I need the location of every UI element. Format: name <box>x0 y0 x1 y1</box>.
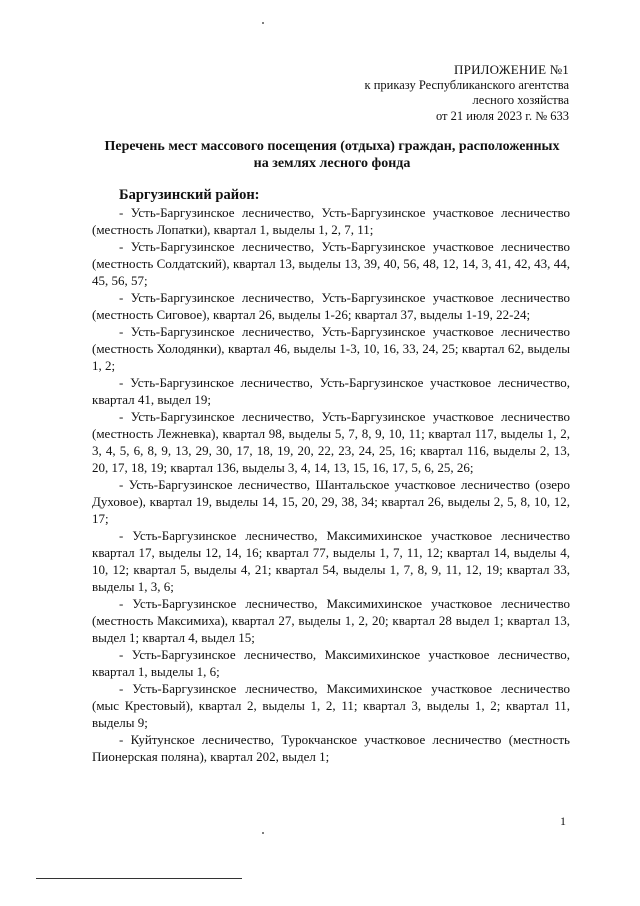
title-line-1: Перечень мест массового посещения (отдыха) граждан, расположенных <box>104 139 560 154</box>
scan-mark-bottom <box>262 832 264 834</box>
appendix-line-3: лесного хозяйства <box>472 93 569 107</box>
scan-mark-top <box>262 22 264 24</box>
list-item: - Усть-Баргузинское лесничество, Максимихинское участковое лесничество квартал 17, выделы 12, 14, 16; квартал 77, выделы 1, 7, 11, 12; квартал 14, выделы 4, 10, 12; квартал 5, выделы 4, 21; квартал 54, выделы 1, 7, 8, 9, 11, 12, 19; квартал 33, выделы 1, 3, 6; <box>92 528 570 594</box>
list-item: - Усть-Баргузинское лесничество, Усть-Баргузинское участковое лесничество (местность Холодянки), квартал 46, выделы 1-3, 10, 16, 33, 24, 25; квартал 62, выделы 1, 2; <box>92 324 570 373</box>
document-body <box>92 186 570 765</box>
title-line-2: на землях лесного фонда <box>253 156 411 171</box>
appendix-line-4: от 21 июля 2023 г. № 633 <box>435 108 569 123</box>
list-item: - Усть-Баргузинское лесничество, Усть-Баргузинское участковое лесничество (местность Сиговое), квартал 26, выделы 1-26; квартал 37, выделы 1-19, 22-24; <box>92 290 570 322</box>
appendix-header <box>249 62 569 124</box>
list-item: - Усть-Баргузинское лесничество, Шантальское участковое лесничество (озеро Духовое), квартал 19, выделы 14, 15, 20, 29, 38, 34; квартал 26, выделы 2, 5, 8, 10, 12, 17; <box>92 477 570 526</box>
district-heading: Баргузинский район: <box>119 187 260 203</box>
appendix-line-2: к приказу Республиканского агентства <box>364 77 569 92</box>
list-item: - Усть-Баргузинское лесничество, Максимихинское участковое лесничество (мыс Крестовый), квартал 2, выделы 1, 2, 11; квартал 3, выделы 1, 2; квартал 11, выделы 9; <box>92 681 570 730</box>
list-item: - Усть-Баргузинское лесничество, Усть-Баргузинское участковое лесничество (местность Лопатки), квартал 1, выделы 1, 2, 7, 11; <box>92 205 570 237</box>
list-item: - Усть-Баргузинское лесничество, Усть-Баргузинское участковое лесничество, квартал 41, выдел 19; <box>92 375 570 407</box>
list-item: - Усть-Баргузинское лесничество, Максимихинское участковое лесничество (местность Максимиха), квартал 27, выделы 1, 2, 20; квартал 28 выдел 1; квартал 13, выдел 1; квартал 4, выдел 15; <box>92 596 570 645</box>
list-item: - Усть-Баргузинское лесничество, Максимихинское участковое лесничество, квартал 1, выделы 1, 6; <box>92 647 570 679</box>
appendix-title: ПРИЛОЖЕНИЕ №1 <box>454 62 569 77</box>
page-number: 1 <box>560 814 566 828</box>
list-item: - Усть-Баргузинское лесничество, Усть-Баргузинское участковое лесничество (местность Лежневка), квартал 98, выделы 5, 7, 8, 9, 10, 11; квартал 117, выделы 1, 2, 3, 4, 5, 6, 8, 9, 13, 29, 30, 17, 18, 19, 20, 22, 23, 24, 25, 16; квартал 116, выделы 2, 13, 20, 17, 18, 19; квартал 136, выделы 3, 4, 14, 13, 15, 16, 17, 5, 6, 25, 26; <box>92 409 570 475</box>
list-item: - Усть-Баргузинское лесничество, Усть-Баргузинское участковое лесничество (местность Солдатский), квартал 13, выделы 13, 39, 40, 56, 48, 12, 14, 3, 41, 42, 43, 44, 45, 56, 57; <box>92 239 570 288</box>
document-title <box>86 138 578 172</box>
list-item: - Куйтунское лесничество, Турокчанское участковое лесничество (местность Пионерская поляна), квартал 202, выдел 1; <box>92 732 570 764</box>
footnote-rule <box>36 878 242 879</box>
